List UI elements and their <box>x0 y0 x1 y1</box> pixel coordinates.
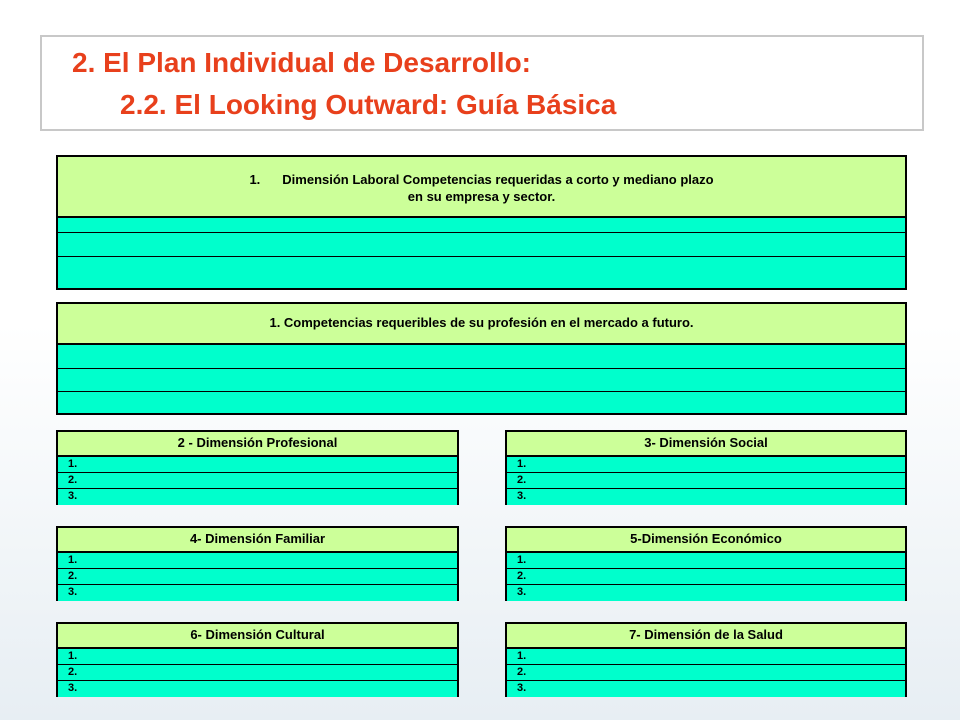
panel-dimension-salud <box>505 622 907 697</box>
dimension-item-2[interactable]: 2. <box>507 665 905 681</box>
slide-subtitle: 2.2. El Looking Outward: Guía Básica <box>120 89 617 120</box>
panel-dimension-cultural <box>56 622 459 697</box>
panel-laboral-text-line2: en su empresa y sector. <box>407 189 556 204</box>
panel-profesion-row[interactable] <box>58 345 905 369</box>
dimension-item-3[interactable]: 3. <box>507 489 905 505</box>
dimension-item-1[interactable]: 1. <box>58 553 457 569</box>
dimension-title: 4- Dimensión Familiar <box>58 528 457 553</box>
dimension-item-2[interactable]: 2. <box>58 665 457 681</box>
dimension-item-3[interactable]: 3. <box>58 585 457 601</box>
dimension-title: 7- Dimensión de la Salud <box>507 624 905 649</box>
dimension-item-1[interactable]: 1. <box>58 649 457 665</box>
panel-laboral-line1 <box>58 171 905 188</box>
dimension-title: 6- Dimensión Cultural <box>58 624 457 649</box>
dimension-item-3[interactable]: 3. <box>507 585 905 601</box>
dimension-item-1[interactable]: 1. <box>507 553 905 569</box>
slide-title: 2. El Plan Individual de Desarrollo: <box>72 47 532 78</box>
panel-profesion-row[interactable] <box>58 392 905 413</box>
dimension-title: 2 - Dimensión Profesional <box>58 432 457 457</box>
panel-laboral-number: 1. <box>249 172 261 187</box>
dimension-item-3[interactable]: 3. <box>507 681 905 697</box>
dimension-item-3[interactable]: 3. <box>58 489 457 505</box>
title-box <box>40 35 924 131</box>
dimension-title: 5-Dimensión Económico <box>507 528 905 553</box>
panel-laboral-row[interactable] <box>58 233 905 257</box>
dimension-item-2[interactable]: 2. <box>58 473 457 489</box>
panel-laboral-row[interactable] <box>58 257 905 288</box>
panel-dimension-familiar <box>56 526 459 601</box>
panel-laboral-header <box>58 157 905 218</box>
panel-laboral-row[interactable] <box>58 218 905 233</box>
dimension-item-3[interactable]: 3. <box>58 681 457 697</box>
panel-dimension-laboral <box>56 155 907 290</box>
dimension-item-1[interactable]: 1. <box>58 457 457 473</box>
panel-competencias-profesion <box>56 302 907 415</box>
dimension-item-1[interactable]: 1. <box>507 649 905 665</box>
panel-profesion-title: 1. Competencias requeribles de su profesión en el mercado a futuro. <box>269 315 694 330</box>
dimension-item-2[interactable]: 2. <box>507 473 905 489</box>
panel-laboral-text-line1: Dimensión Laboral Competencias requeridas a corto y mediano plazo <box>282 172 714 187</box>
panel-dimension-profesional <box>56 430 459 505</box>
dimension-item-1[interactable]: 1. <box>507 457 905 473</box>
panel-profesion-header <box>58 304 905 345</box>
dimension-title: 3- Dimensión Social <box>507 432 905 457</box>
panel-dimension-economico <box>505 526 907 601</box>
dimension-item-2[interactable]: 2. <box>58 569 457 585</box>
panel-dimension-social <box>505 430 907 505</box>
dimension-item-2[interactable]: 2. <box>507 569 905 585</box>
panel-profesion-row[interactable] <box>58 369 905 392</box>
